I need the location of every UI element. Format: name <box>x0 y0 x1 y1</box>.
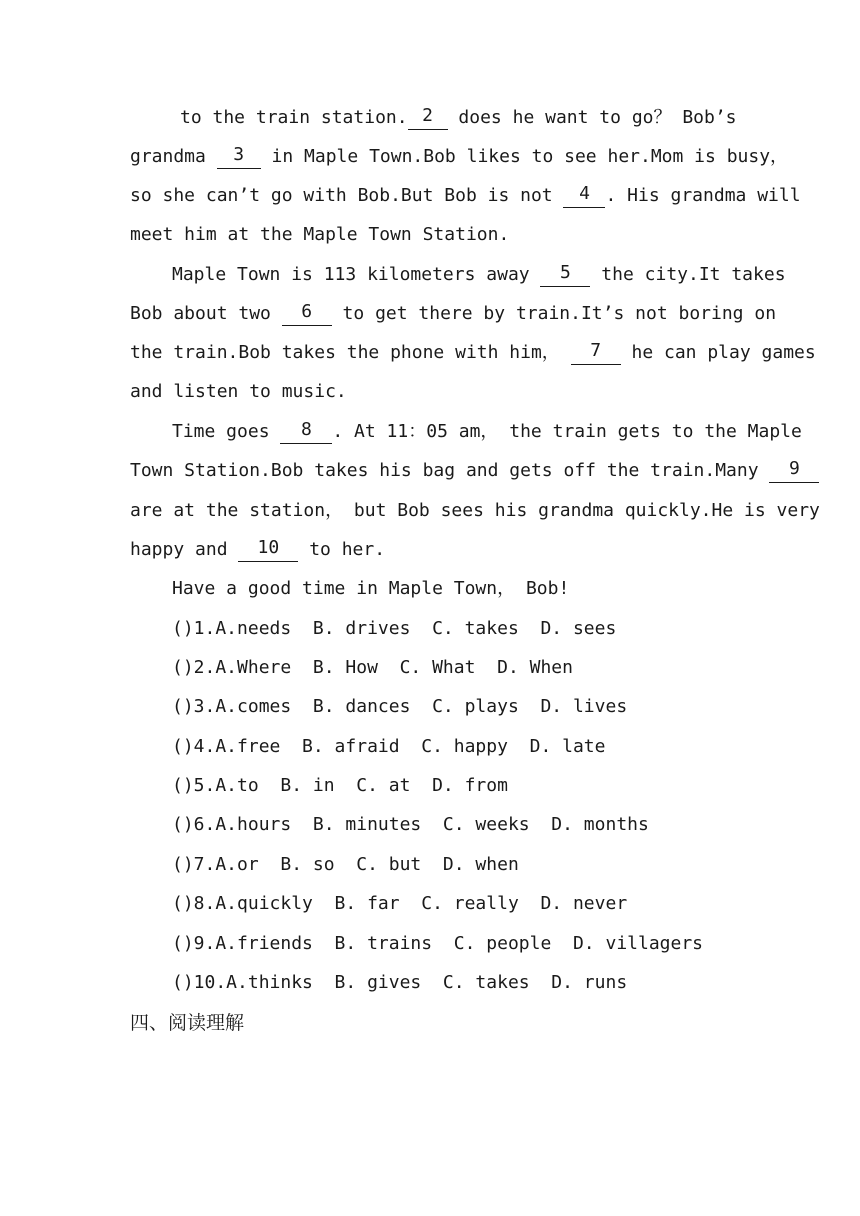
passage-line <box>130 220 730 250</box>
answer-blank: 9 <box>769 458 819 483</box>
answer-blank: 5 <box>540 262 590 287</box>
passage-text: so she can’t go with Bob.But Bob is not <box>130 185 564 206</box>
answer-blank: 3 <box>217 144 261 169</box>
question-item: ()1.A.needs B. drives C. takes D. sees <box>172 618 617 639</box>
passage-line <box>130 456 800 486</box>
passage-text: Maple Town is 113 kilometers away <box>172 264 541 285</box>
passage-text: . At 11：05 am， the train gets to the Maple <box>332 421 802 442</box>
passage-line <box>172 260 786 290</box>
question-item: ()3.A.comes B. dances C. plays D. lives <box>172 696 628 717</box>
passage-text: the train.Bob takes the phone with him， <box>130 342 571 363</box>
passage-text: to the train station. <box>180 107 408 128</box>
passage-text: Have a good time in Maple Town， Bob! <box>172 578 570 599</box>
answer-blank: 4 <box>563 183 605 208</box>
answer-blank: 8 <box>280 419 332 444</box>
passage-text: in Maple Town.Bob likes to see her.Mom is busy， <box>260 146 789 167</box>
passage-text: and listen to music. <box>130 381 347 402</box>
passage-line <box>130 181 801 211</box>
passage-text: meet him at the Maple Town Station. <box>130 224 510 245</box>
passage-line <box>130 496 820 526</box>
passage-line <box>130 535 730 565</box>
question-item: ()2.A.Where B. How C. What D. When <box>172 657 573 678</box>
passage-line <box>130 338 816 368</box>
passage-text: Bob about two <box>130 303 282 324</box>
question-item: ()9.A.friends B. trains C. people D. villagers <box>172 933 704 954</box>
passage-text: does he want to go？ Bob’s <box>458 107 737 128</box>
answer-blank: 10 <box>238 537 298 562</box>
answer-blank: 7 <box>571 340 621 365</box>
passage-text: Time goes <box>172 421 281 442</box>
passage-text: grandma <box>130 146 217 167</box>
section-heading: 四、阅读理解 <box>130 1012 245 1034</box>
passage-text: happy and <box>130 539 239 560</box>
passage-line <box>172 574 730 604</box>
passage-line <box>130 299 777 329</box>
passage-text: . His grandma will <box>605 185 801 206</box>
passage-text: are at the station， but Bob sees his grandma quickly.He is very <box>130 500 820 521</box>
question-item: ()5.A.to B. in C. at D. from <box>172 775 508 796</box>
question-item: ()4.A.free B. afraid C. happy D. late <box>172 736 606 757</box>
passage-text: to her. <box>298 539 386 560</box>
passage-line <box>130 142 789 172</box>
question-item: ()8.A.quickly B. far C. really D. never <box>172 893 628 914</box>
answer-blank: 2 <box>408 105 448 130</box>
passage-text: the city.It takes <box>590 264 786 285</box>
passage-line <box>180 103 737 133</box>
passage-line <box>130 377 730 407</box>
passage-line <box>172 417 802 447</box>
passage-text: Town Station.Bob takes his bag and gets off the train.Many <box>130 460 770 481</box>
question-item: ()10.A.thinks B. gives C. takes D. runs <box>172 972 628 993</box>
answer-blank: 6 <box>282 301 332 326</box>
passage-text: to get there by train.It’s not boring on <box>331 303 777 324</box>
question-item: ()7.A.or B. so C. but D. when <box>172 854 519 875</box>
passage-text: he can play games <box>620 342 816 363</box>
question-item: ()6.A.hours B. minutes C. weeks D. months <box>172 814 649 835</box>
